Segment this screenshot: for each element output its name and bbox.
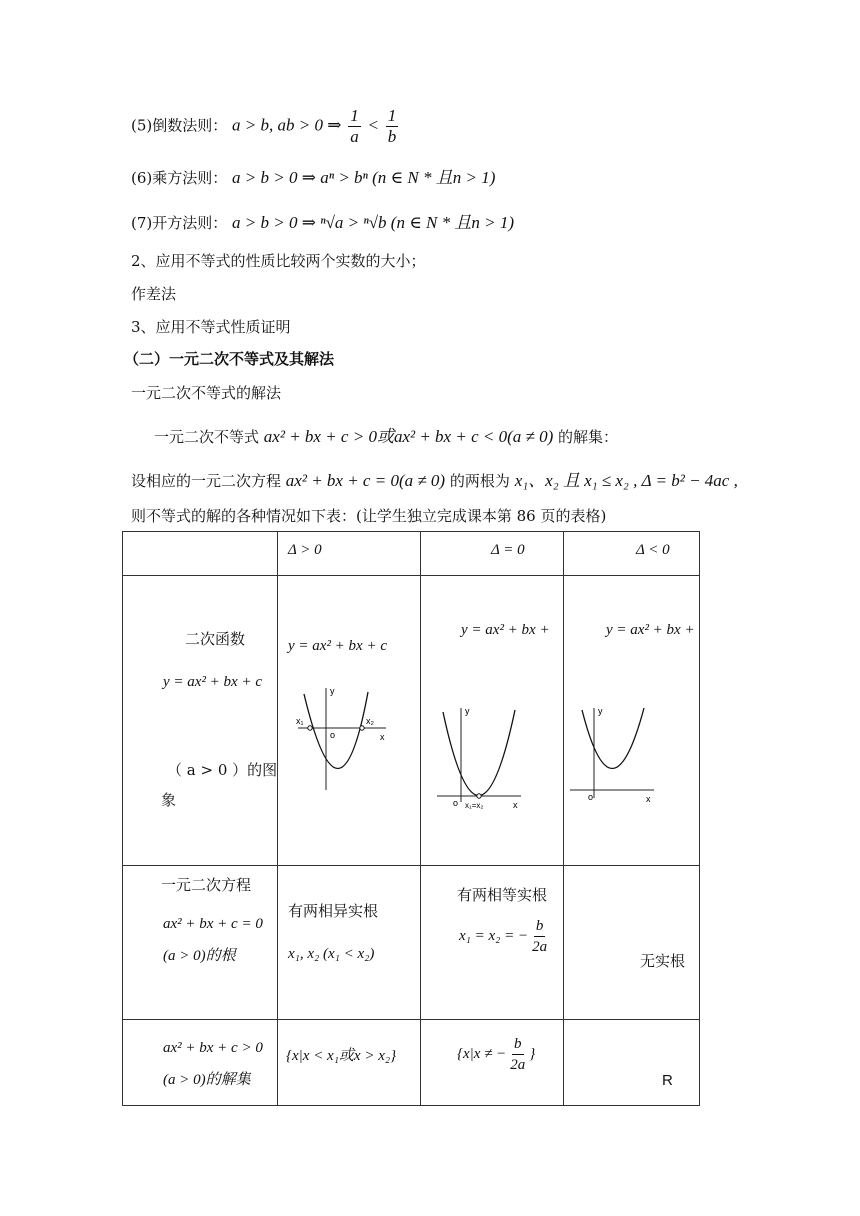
- less-than-sign: <: [367, 115, 380, 135]
- header-label: Δ > 0: [288, 542, 322, 558]
- header-delta-positive: [278, 532, 421, 576]
- solution-label-1: ax² + bx + c > 0: [163, 1040, 263, 1056]
- fraction-denominator: 2a: [532, 939, 548, 955]
- fraction-numerator: 1: [350, 106, 359, 125]
- x-axis-label: x: [380, 732, 385, 742]
- solution-label-2: (a > 0)的解集: [163, 1072, 251, 1088]
- roots-desc: 有两相等实根: [457, 886, 548, 904]
- header-empty-cell: [123, 532, 278, 576]
- header-delta-negative: [564, 532, 700, 576]
- graph-cell-two-roots: [278, 576, 421, 866]
- intro-prefix: 一元二次不等式: [154, 428, 260, 446]
- row-roots-label: [123, 866, 278, 1020]
- fraction-numerator: 1: [387, 106, 397, 125]
- solution-set: {x|x < x₁或x > x₂}: [286, 1048, 397, 1064]
- roots-label-3: (a > 0)的根: [163, 948, 236, 964]
- parabola-two-roots-graph: [294, 684, 394, 796]
- y-axis-label: y: [465, 706, 470, 716]
- fraction-numerator: b: [512, 1034, 524, 1055]
- x-axis-label: x: [646, 794, 651, 804]
- roots-desc: 无实根: [640, 952, 686, 970]
- rule-6-label: (6)乘方法则：: [131, 169, 228, 187]
- solution-cell-two: [278, 1020, 421, 1106]
- fraction-denominator: a: [350, 127, 359, 146]
- solution-cell-equal: [421, 1020, 564, 1106]
- y-axis-label: y: [598, 706, 603, 716]
- graph-label-4: 象: [161, 791, 177, 809]
- solution-set: [457, 1034, 535, 1075]
- root-x1-label: x₁: [296, 716, 304, 726]
- roots-cell-none: [564, 866, 700, 1020]
- graph-formula: y = ax² + bx + c: [288, 638, 387, 654]
- rule-5-formula: a > b, ab > 0 ⇒: [232, 115, 342, 135]
- graph-cell-no-root: [564, 576, 700, 866]
- roots-formula: [459, 916, 551, 957]
- graph-formula: y = ax² + bx +: [461, 622, 550, 638]
- header-label: Δ = 0: [491, 542, 525, 558]
- roots-formula: x₁, x₂ (x₁ < x₂): [288, 946, 375, 962]
- setup-prefix: 设相应的一元二次方程: [131, 472, 282, 490]
- formula-right: }: [529, 1046, 536, 1062]
- setup-equation: ax² + bx + c = 0(a ≠ 0): [285, 471, 446, 490]
- roots-cell-equal: [421, 866, 564, 1020]
- origin-label: o: [330, 730, 336, 740]
- item-3: 3、应用不等式性质证明: [131, 318, 291, 336]
- origin-label: o: [453, 798, 459, 808]
- setup-line: [131, 466, 738, 491]
- row-solution: [123, 1020, 700, 1106]
- x-axis-label: x: [513, 800, 518, 810]
- formula-left: x₁ = x₂ = −: [459, 928, 529, 944]
- origin-label: o: [588, 792, 594, 802]
- rule-7-label: (7)开方法则：: [131, 214, 228, 232]
- table-intro: 则不等式的解的各种情况如下表：(让学生独立完成课本第 86 页的表格): [131, 507, 607, 525]
- rule-7: [131, 208, 514, 233]
- y-axis-label: y: [330, 686, 335, 696]
- roots-cell-two: [278, 866, 421, 1020]
- rule-6: [131, 163, 495, 188]
- rule-5-fraction-1: [348, 106, 361, 147]
- parabola-one-root-graph: [435, 702, 535, 814]
- rule-5-label: (5)倒数法则：: [131, 116, 228, 135]
- rule-7-formula: a > b > 0 ⇒ ⁿ√a > ⁿ√b (n ∈ N * 且n > 1): [232, 213, 515, 232]
- fraction: [508, 1034, 527, 1075]
- solution-cell-none: [564, 1020, 700, 1106]
- root-x2-label: x₂: [366, 716, 374, 726]
- graph-cell-one-root: [421, 576, 564, 866]
- formula-left: {x|x ≠ −: [457, 1046, 507, 1062]
- subtitle: 一元二次不等式的解法: [131, 384, 282, 402]
- fraction-denominator: b: [387, 127, 397, 146]
- rule-5: [131, 106, 400, 147]
- roots-label-1: 一元二次方程: [161, 876, 252, 894]
- graph-label-1: 二次函数: [185, 630, 246, 648]
- section-title: （二）一元二次不等式及其解法: [124, 350, 335, 368]
- roots-desc: 有两相异实根: [288, 902, 379, 920]
- method-text: 作差法: [131, 285, 177, 303]
- double-root-label: x₁=x₂: [465, 801, 484, 810]
- intro-line: [154, 422, 618, 447]
- graph-label-2: y = ax² + bx + c: [163, 674, 262, 690]
- intro-suffix: 的解集：: [558, 428, 619, 446]
- setup-mid: 的两根为: [449, 472, 510, 490]
- parabola-no-root-graph: [568, 702, 668, 814]
- row-solution-label: [123, 1020, 278, 1106]
- setup-roots: x₁、x₂ 且 x₁ ≤ x₂ , Δ = b² − 4ac ,: [514, 471, 738, 490]
- item-2: 2、应用不等式的性质比较两个实数的大小；: [131, 252, 426, 270]
- roots-label-2: ax² + bx + c = 0: [163, 916, 263, 932]
- rule-6-formula: a > b > 0 ⇒ aⁿ > bⁿ (n ∈ N * 且n > 1): [232, 168, 496, 187]
- fraction-denominator: 2a: [510, 1057, 526, 1073]
- graph-formula: y = ax² + bx +: [606, 622, 695, 638]
- intro-formula: ax² + bx + c > 0或ax² + bx + c < 0(a ≠ 0): [263, 427, 554, 446]
- solution-table: [122, 531, 700, 1106]
- rule-5-fraction-2: [386, 106, 399, 147]
- graph-label-3: （ a > 0 ）的图: [167, 761, 278, 779]
- table-header-row: [123, 532, 700, 576]
- header-label: Δ < 0: [636, 542, 670, 558]
- row-roots: [123, 866, 700, 1020]
- solution-set: R: [662, 1072, 673, 1089]
- header-delta-zero: [421, 532, 564, 576]
- fraction: [530, 916, 549, 957]
- row-graph: [123, 576, 700, 866]
- fraction-numerator: b: [534, 916, 546, 937]
- row-graph-label: [123, 576, 278, 866]
